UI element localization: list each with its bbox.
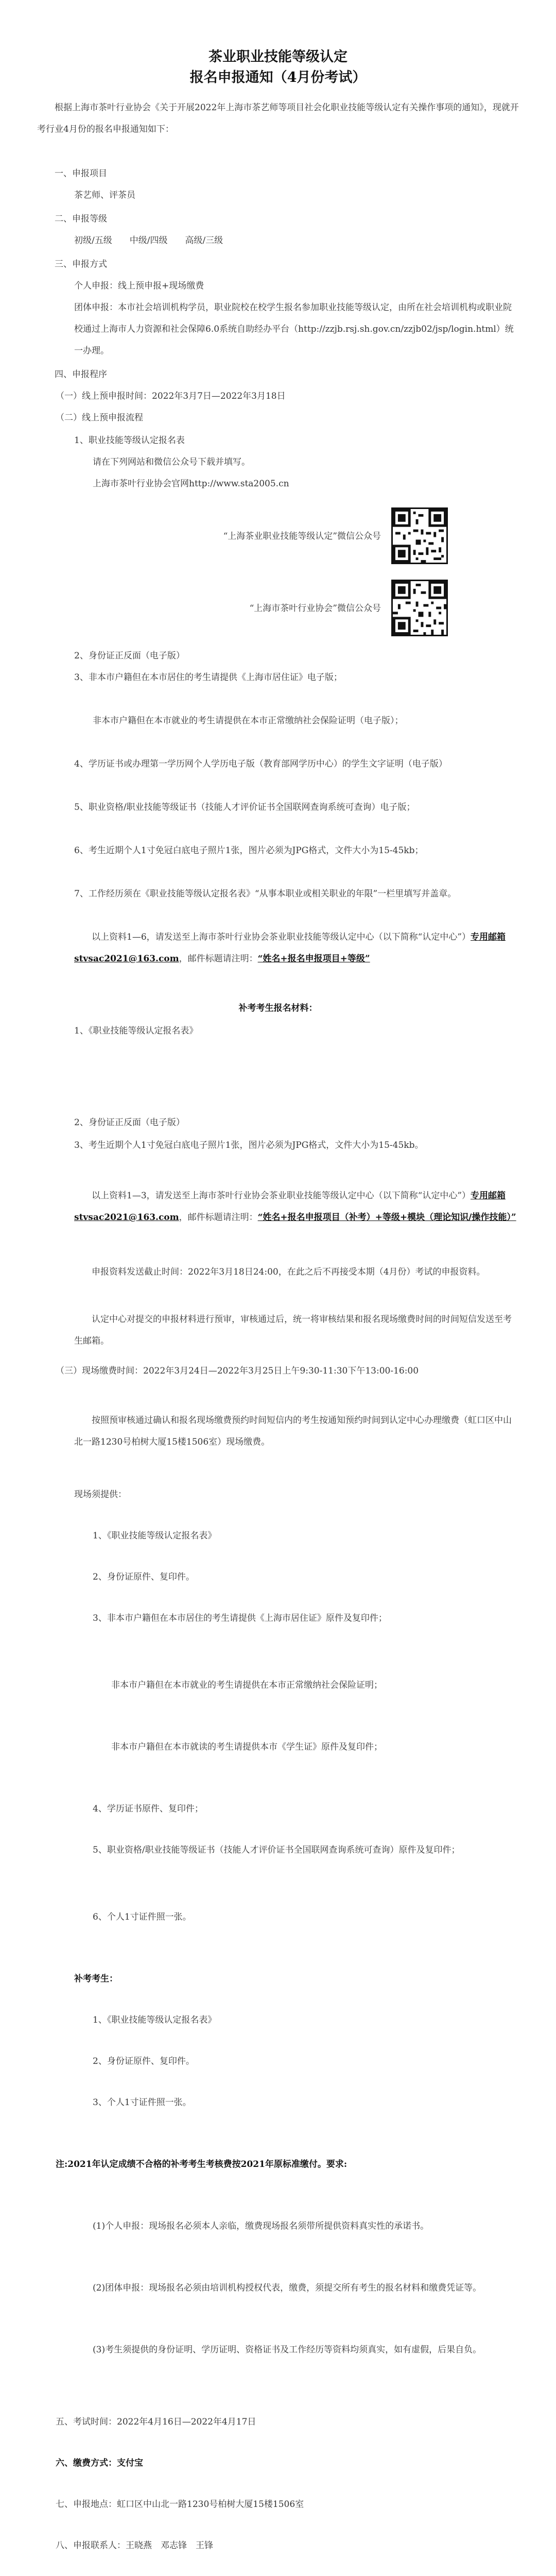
review-paragraph: 认定中心对提交的申报材料进行预审，审核通过后，统一将审核结果和报名现场缴费时间的时间短信发送至考生邮箱。 — [74, 1314, 512, 1346]
makeup-submit-prefix: 以上资料1—3，请发送至上海市茶叶行业协会茶业职业技能等级认定中心（以下简称“认定中心”） — [92, 1191, 471, 1201]
step1-website[interactable]: 上海市茶叶行业协会官网http://www.sta2005.cn — [93, 479, 289, 489]
doc-item-3: 3、非本市户籍但在本市居住的考生请提供《上海市居住证》电子版； — [74, 672, 342, 683]
onsite-item-3-social: 非本市户籍但在本市就业的考生请提供在本市正常缴纳社会保险证明； — [111, 1680, 383, 1690]
section-procedure-time: （一）线上预申报时间：2022年3月7日—2022年3月18日 — [56, 391, 286, 401]
onsite-materials-heading: 现场须提供： — [74, 1489, 127, 1500]
submit-subject-format: “姓名+报名申报项目+等级” — [257, 954, 370, 964]
intro-paragraph: 根据上海市茶叶行业协会《关于开展2022年上海市茶艺师等项目社会化职业技能等级认定有关操作事项的通知》，现就开考行业4月份的报名申报通知如下： — [37, 103, 519, 134]
doc-item-5: 5、职业资格/职业技能等级证书（技能人才评价证书全国联网查询系统可查询）电子版； — [74, 802, 415, 812]
makeup-onsite-item-3: 3、个人1寸证件照一张。 — [93, 2097, 192, 2108]
step1-title: 1、职业技能等级认定报名表 — [74, 435, 185, 446]
section-method-heading: 三、申报方式 — [55, 259, 107, 269]
section-level-item: 初级/五级 中级/四级 高级/三级 — [74, 235, 223, 246]
section-method-group: 团体申报：本市社会培训机构学员，职业院校在校学生报名参加职业技能等级认定，由所在社会培训机构或职业院校通过上海市人力资源和社会保障6.0系统自助经办平台（http://zzjb.rsj.sh.gov.cn/zzjb02/jsp/login.html）统一办理。 — [74, 302, 514, 356]
section-procedure-heading: 四、申报程序 — [55, 369, 107, 380]
makeup-item-2: 2、身份证正反面（电子版） — [74, 1117, 185, 1128]
title-line2: 报名申报通知（4月份考试） — [189, 70, 367, 86]
makeup-heading: 补考考生报名材料： — [238, 1003, 318, 1013]
makeup-item-3: 3、考生近期个人1寸免冠白底电子照片1张，图片必须为JPG格式，文件大小为15-45kb。 — [74, 1140, 424, 1150]
submit-suffix: ，邮件标题请注明： — [179, 954, 258, 964]
onsite-item-6: 6、个人1寸证件照一张。 — [93, 1912, 192, 1922]
qr-icon — [393, 581, 446, 635]
apply-location: 七、申报地点：虹口区中山北一路1230号柏树大厦15楼1506室 — [56, 2499, 304, 2510]
section-level-heading: 二、申报等级 — [55, 214, 107, 224]
doc-item-6: 6、考生近期个人1寸免冠白底电子照片1张，图片必须为JPG格式，文件大小为15-45kb； — [74, 845, 424, 856]
onsite-item-3: 3、非本市户籍但在本市居住的考生请提供《上海市居住证》原件及复印件； — [93, 1613, 387, 1623]
deadline-paragraph: 申报资料发送截止时间：2022年3月18日24:00，在此之后不再接受本期（4月份）考试的申报资料。 — [92, 1267, 485, 1277]
makeup-submit-suffix: ，邮件标题请注明： — [179, 1212, 258, 1223]
makeup-onsite-item-2: 2、身份证原件、复印件。 — [93, 2056, 195, 2066]
submit-email-link[interactable]: stvsac2021@163.com — [74, 954, 179, 964]
doc-item-4: 4、学历证书或办理第一学历网个人学历电子版（教育部网学历中心）的学生文字证明（电子版） — [74, 759, 447, 769]
payment-method: 六、缴费方式：支付宝 — [56, 2458, 143, 2468]
makeup-subject-format: “姓名+报名申报项目（补考）+等级+模块（理论知识/操作技能）” — [257, 1212, 516, 1223]
qr-icon — [393, 509, 446, 563]
onsite-time-heading: （三）现场缴费时间：2022年3月24日—2022年3月25日上午9:30-11:30下午13:00-16:00 — [56, 1366, 419, 1376]
makeup-onsite-item-1: 1、《职业技能等级认定报名表》 — [93, 2015, 217, 2025]
note-item-2: (2)团体申报：现场报名必须由培训机构授权代表，缴费，须提交所有考生的报名材料和缴费凭证等。 — [93, 2283, 482, 2293]
makeup-item-1: 1、《职业技能等级认定报名表》 — [74, 1026, 198, 1036]
makeup-onsite-heading: 补考考生： — [74, 1974, 118, 1984]
doc-item-7: 7、工作经历须在《职业技能等级认定报名表》“从事本职业或相关职业的年限”一栏里填写并盖章。 — [74, 889, 457, 899]
contact-persons: 八、申报联系人：王晓燕 邓志锋 王锋 — [56, 2540, 213, 2551]
makeup-email-link[interactable]: stvsac2021@163.com — [74, 1212, 179, 1223]
submit-instruction — [74, 926, 519, 970]
makeup-email-label: 专用邮箱 — [471, 1191, 506, 1201]
title-line1: 茶业职业技能等级认定 — [208, 49, 348, 65]
note-heading: 注:2021年认定成绩不合格的补考考生考核费按2021年原标准缴付。要求: — [56, 2159, 348, 2170]
wechat-qr-code-b — [391, 580, 448, 636]
email-label: 专用邮箱 — [471, 932, 506, 942]
doc-item-3-social: 非本市户籍但在本市就业的考生请提供在本市正常缴纳社会保险证明（电子版）； — [93, 716, 404, 726]
qr-caption-b: “上海市茶叶行业协会”微信公众号 — [249, 603, 381, 614]
doc-item-2: 2、身份证正反面（电子版） — [74, 651, 185, 661]
onsite-item-5: 5、职业资格/职业技能等级证书（技能人才评价证书全国联网查询系统可查询）原件及复印件； — [93, 1845, 460, 1855]
step1-download: 请在下列网站和微信公众号下载并填写。 — [93, 457, 250, 467]
submit-prefix: 以上资料1—6，请发送至上海市茶叶行业协会茶业职业技能等级认定中心（以下简称“认定中心”） — [92, 932, 471, 942]
section-project-heading: 一、申报项目 — [55, 168, 107, 179]
exam-time: 五、考试时间：2022年4月16日—2022年4月17日 — [56, 2417, 256, 2427]
section-project-item: 茶艺师、评茶员 — [74, 190, 135, 200]
onsite-item-3-student: 非本市户籍但在本市就读的考生请提供本市《学生证》原件及复印件； — [111, 1742, 383, 1752]
note-item-1: (1)个人申报：现场报名必须本人亲临，缴费现场报名须带所提供资料真实性的承诺书。 — [93, 2221, 429, 2231]
qr-caption-a: “上海茶业职业技能等级认定”微信公众号 — [223, 531, 381, 541]
section-procedure-flow: （二）线上预申报流程 — [56, 413, 143, 423]
makeup-submit-instruction — [74, 1185, 519, 1228]
onsite-item-2: 2、身份证原件、复印件。 — [93, 1572, 195, 1582]
wechat-qr-code-a — [391, 507, 448, 564]
note-item-3: (3)考生须提供的身份证明、学历证明、资格证书及工作经历等资料均须真实，如有虚假，后果自负。 — [93, 2345, 482, 2355]
onsite-description: 按照预审核通过确认和报名现场缴费预约时间短信内的考生按通知预约时间到认定中心办理缴费（虹口区中山北一路1230号柏树大厦15楼1506室）现场缴费。 — [74, 1415, 512, 1447]
onsite-item-4: 4、学历证书原件、复印件； — [93, 1804, 203, 1814]
section-method-individual: 个人申报：线上预申报+现场缴费 — [74, 281, 204, 291]
onsite-item-1: 1、《职业技能等级认定报名表》 — [93, 1531, 217, 1541]
